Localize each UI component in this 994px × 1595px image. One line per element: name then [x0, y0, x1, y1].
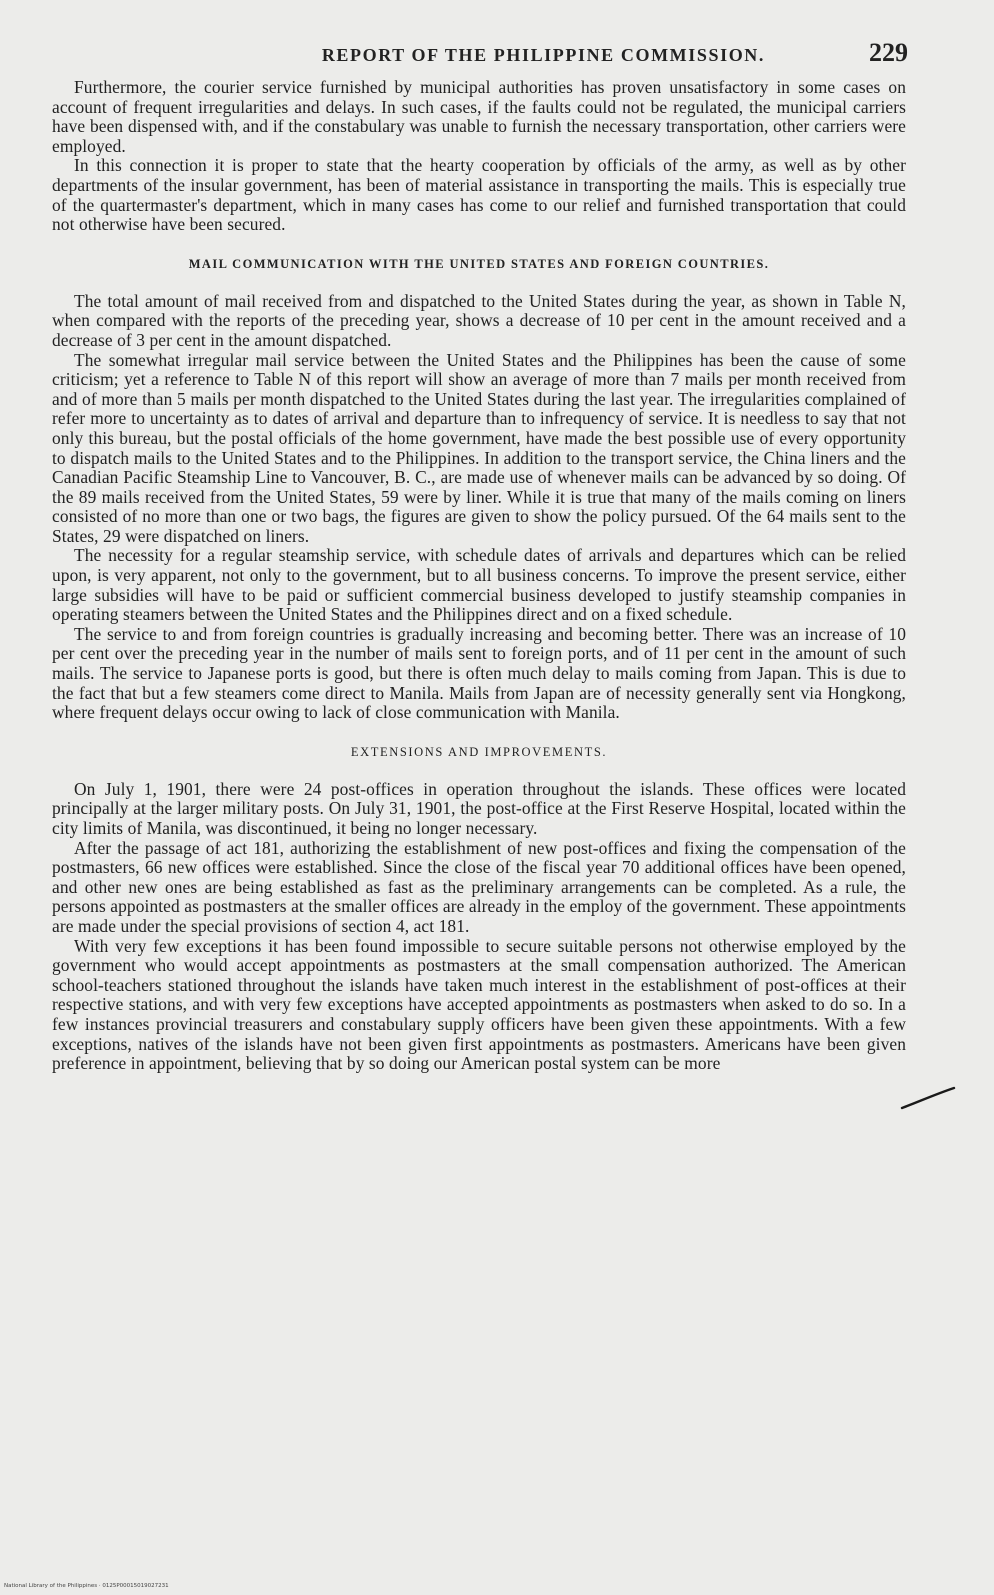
section-courier-continuation — [52, 78, 906, 235]
paragraph: With very few exceptions it has been found impossible to secure suitable persons not otherwise employed by the government who would accept appointments as postmasters at the small compensation authorized. The American school-teachers stationed throughout the islands have taken much interest in the establishment of post-offices at their respective stations, and with very few exceptions have accepted appointments as postmasters when asked to do so. In a few instances provincial treasurers and constabulary supply officers have been given these appointments. With a few exceptions, natives of the islands have not been given first appointments as postmasters. Americans have been given preference in appointment, believing that by so doing our American postal system can be more — [52, 935, 906, 1074]
running-header — [52, 38, 908, 78]
paragraph: The total amount of mail received from and dispatched to the United States during the year, as shown in Table N, when compared with the reports of the preceding year, shows a decrease of 10 per cent in the amount received and a decrease of 3 per cent in the amount dispatched. — [52, 290, 906, 350]
scan-credit: National Library of the Philippines · 0125P00015019027231 — [4, 1583, 169, 1589]
paragraph: The somewhat irregular mail service between the United States and the Philippines has been the cause of some criticism; yet a reference to Table N of this report will show an average of more than 7 mails per month received from and of more than 5 mails per month dispatched to the United States during the last year. The irregularities complained of refer more to uncertainty as to dates of arrival and departure than to infrequency of service. It is needless to say that not only this bureau, but the postal officials of the home government, have made the best possible use of every opportunity to dispatch mails to the United States and to the Philippines. In addition to the transport service, the China liners and the Canadian Pacific Steamship Line to Vancouver, B. C., are made use of whenever mails can be advanced by so doing. Of the 89 mails received from the United States, 59 were by liner. While it is true that many of the mails coming on liners consisted of no more than one or two bags, the figures are given to show the policy pursued. Of the 64 mails sent to the States, 29 were dispatched on liners. — [52, 349, 906, 546]
paragraph: In this connection it is proper to state that the hearty cooperation by officials of the army, as well as by other departments of the insular government, has been of material assistance in transporting the mails. This is especially true of the quartermaster's department, which in many cases has come to our relief and furnished transportation that could not otherwise have been secured. — [52, 155, 906, 235]
paragraph: After the passage of act 181, authorizing the establishment of new post-offices and fixing the compensation of the postmasters, 66 new offices were established. Since the close of the fiscal year 70 additional offices have been opened, and other new ones are being established as fast as the preliminary arrangements can be completed. As a rule, the persons appointed as postmasters at the smaller offices are already in the employ of the government. These appointments are made under the special provisions of section 4, act 181. — [52, 837, 906, 936]
paragraph: On July 1, 1901, there were 24 post-offices in operation throughout the islands. These offices were located principally at the larger military posts. On July 31, 1901, the post-office at the First Reserve Hospital, located within the city limits of Manila, was discontinued, it being no longer necessary. — [52, 778, 906, 838]
section-heading: MAIL COMMUNICATION WITH THE UNITED STATES AND FOREIGN COUNTRIES. — [188, 256, 770, 271]
running-title: REPORT OF THE PHILIPPINE COMMISSION. — [321, 45, 765, 65]
paragraph: The service to and from foreign countries is gradually increasing and becoming better. There was an increase of 10 per cent over the preceding year in the number of mails sent to foreign ports, and of 11 per cent in the amount of such mails. The service to Japanese ports is good, but there is often much delay to mails coming from Japan. This is due to the fact that but a few steamers come direct to Manila. Mails from Japan are of necessity generally sent via Hongkong, where frequent delays occur owing to lack of close communication with Manila. — [52, 623, 906, 723]
page-number: 229 — [869, 38, 908, 67]
paragraph: Furthermore, the courier service furnished by municipal authorities has proven unsatisfactory in some cases on account of frequent irregularities and delays. In such cases, if the faults could not be regulated, the municipal carriers have been dispensed with, and if the constabulary was unable to furnish the necessary transportation, other carriers were employed. — [52, 77, 906, 156]
section-mail-communication — [52, 257, 906, 723]
pencil-check-mark-icon — [900, 1086, 956, 1112]
section-extensions — [52, 745, 906, 1074]
section-heading: EXTENSIONS AND IMPROVEMENTS. — [350, 744, 608, 759]
paragraph: The necessity for a regular steamship service, with schedule dates of arrivals and departures which can be relied upon, is very apparent, not only to the government, but to all business concerns. To improve the present service, either large subsidies will have to be paid or sufficient commercial business developed to justify steamship companies in operating steamers between the United States and the Philippines direct and on a fixed schedule. — [52, 545, 906, 625]
